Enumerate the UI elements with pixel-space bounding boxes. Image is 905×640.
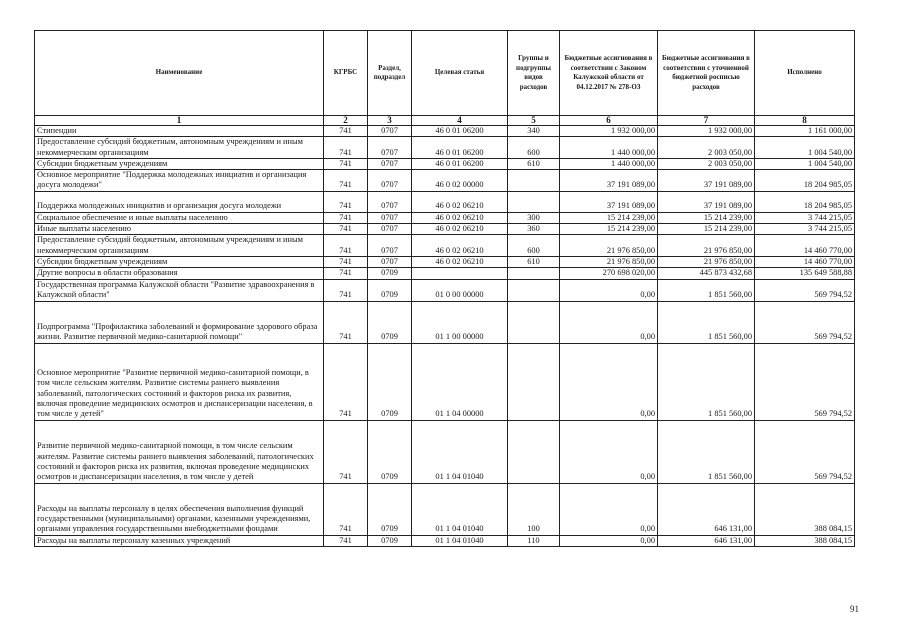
table-row (35, 235, 855, 257)
header-expense-group: Группы и подгруппы видов расходов (508, 31, 560, 116)
column-number: 6 (560, 116, 658, 126)
table-body (35, 126, 855, 547)
header-target-item: Целевая статья (412, 31, 508, 116)
row-executed: 569 794,52 (755, 301, 855, 343)
row-budget-law: 0,00 (560, 343, 658, 420)
header-section: Раздел, подраздел (368, 31, 412, 116)
row-section: 0709 (368, 279, 412, 301)
row-expense-group (508, 279, 560, 301)
table-row (35, 535, 855, 546)
row-name: Социальное обеспечение и иные выплаты населению (35, 212, 324, 223)
row-name: Предоставление субсидий бюджетным, автономным учреждениям и иным некоммерческим организациям (35, 235, 324, 257)
row-name: Предоставление субсидий бюджетным, автономным учреждениям и иным некоммерческим организациям (35, 137, 324, 159)
row-name: Развитие первичной медико-санитарной помощи, в том числе сельским жителям. Развитие системы раннего выявления заболеваний, патологических состояний и факторов риска их развития, включая проведение медицинских осмотров и диспансеризации населения, в том числе у детей (35, 420, 324, 483)
row-section: 0707 (368, 191, 412, 212)
row-budget-law: 0,00 (560, 535, 658, 546)
row-budget-law: 0,00 (560, 301, 658, 343)
row-budget-law: 15 214 239,00 (560, 224, 658, 235)
row-section: 0707 (368, 224, 412, 235)
row-name: Основное мероприятие "Поддержка молодежных инициатив и организация досуга молодежи" (35, 170, 324, 192)
row-target-item: 46 0 02 00000 (412, 170, 508, 192)
row-kgrbs: 741 (324, 279, 368, 301)
row-budget-law: 0,00 (560, 483, 658, 535)
row-section: 0709 (368, 343, 412, 420)
column-number: 7 (658, 116, 755, 126)
row-executed: 1 004 540,00 (755, 158, 855, 169)
row-expense-group: 600 (508, 235, 560, 257)
budget-execution-table (34, 30, 855, 547)
row-executed: 388 084,15 (755, 535, 855, 546)
row-name: Государственная программа Калужской области "Развитие здравоохранения в Калужской области" (35, 279, 324, 301)
row-budget-refined: 1 851 560,00 (658, 420, 755, 483)
row-section: 0709 (368, 420, 412, 483)
row-budget-law: 0,00 (560, 420, 658, 483)
row-budget-refined: 15 214 239,00 (658, 224, 755, 235)
header-kgrbs: КГРБС (324, 31, 368, 116)
row-executed: 135 649 588,88 (755, 268, 855, 279)
column-number-row (35, 116, 855, 126)
row-kgrbs: 741 (324, 224, 368, 235)
header-row (35, 31, 855, 116)
row-executed: 1 161 000,00 (755, 126, 855, 137)
table-row (35, 256, 855, 267)
row-expense-group: 110 (508, 535, 560, 546)
row-kgrbs: 741 (324, 301, 368, 343)
row-name: Подпрограмма "Профилактика заболеваний и формирование здорового образа жизни. Развитие первичной медико-санитарной помощи" (35, 301, 324, 343)
row-budget-refined: 445 873 432,68 (658, 268, 755, 279)
row-kgrbs: 741 (324, 212, 368, 223)
row-target-item: 46 0 01 06200 (412, 137, 508, 159)
row-expense-group: 610 (508, 256, 560, 267)
row-target-item: 01 1 04 00000 (412, 343, 508, 420)
row-executed: 569 794,52 (755, 279, 855, 301)
row-executed: 18 204 985,05 (755, 170, 855, 192)
header-name: Наименование (35, 31, 324, 116)
row-budget-law: 21 976 850,00 (560, 256, 658, 267)
row-name: Расходы на выплаты персоналу в целях обеспечения выполнения функций государственными (муниципальными) органами, казенными учреждениями, органами управления государственными внебюджетными фондами (35, 483, 324, 535)
row-budget-refined: 2 003 050,00 (658, 158, 755, 169)
row-budget-refined: 15 214 239,00 (658, 212, 755, 223)
table-row (35, 170, 855, 192)
row-target-item (412, 268, 508, 279)
row-expense-group (508, 191, 560, 212)
table-row (35, 343, 855, 420)
row-target-item: 46 0 02 06210 (412, 212, 508, 223)
row-section: 0709 (368, 535, 412, 546)
row-section: 0707 (368, 137, 412, 159)
row-budget-law: 270 698 020,00 (560, 268, 658, 279)
row-budget-law: 37 191 089,00 (560, 191, 658, 212)
row-target-item: 01 1 04 01040 (412, 535, 508, 546)
row-budget-law: 21 976 850,00 (560, 235, 658, 257)
row-kgrbs: 741 (324, 191, 368, 212)
row-target-item: 46 0 02 06210 (412, 256, 508, 267)
row-budget-refined: 1 851 560,00 (658, 279, 755, 301)
row-name: Субсидии бюджетным учреждениям (35, 256, 324, 267)
row-section: 0707 (368, 170, 412, 192)
table-row (35, 483, 855, 535)
row-budget-refined: 1 932 000,00 (658, 126, 755, 137)
row-budget-law: 1 440 000,00 (560, 158, 658, 169)
row-kgrbs: 741 (324, 235, 368, 257)
column-number: 5 (508, 116, 560, 126)
row-section: 0707 (368, 235, 412, 257)
row-target-item: 01 1 04 01040 (412, 483, 508, 535)
row-target-item: 46 0 02 06210 (412, 235, 508, 257)
row-executed: 569 794,52 (755, 343, 855, 420)
row-budget-law: 37 191 089,00 (560, 170, 658, 192)
row-name: Субсидии бюджетным учреждениям (35, 158, 324, 169)
row-budget-law: 1 932 000,00 (560, 126, 658, 137)
row-budget-refined: 646 131,00 (658, 535, 755, 546)
column-number: 4 (412, 116, 508, 126)
table-row (35, 212, 855, 223)
row-executed: 14 460 770,00 (755, 235, 855, 257)
row-budget-refined: 21 976 850,00 (658, 256, 755, 267)
header-budget-law: Бюджетные ассигнования в соответствии с Законом Калужской области от 04.12.2017 № 278-ОЗ (560, 31, 658, 116)
table-row (35, 268, 855, 279)
row-budget-refined: 37 191 089,00 (658, 170, 755, 192)
row-expense-group (508, 170, 560, 192)
row-name: Другие вопросы в области образования (35, 268, 324, 279)
row-executed: 14 460 770,00 (755, 256, 855, 267)
table-row (35, 126, 855, 137)
row-expense-group (508, 301, 560, 343)
row-section: 0709 (368, 301, 412, 343)
row-budget-law: 15 214 239,00 (560, 212, 658, 223)
table-row (35, 420, 855, 483)
row-budget-refined: 1 851 560,00 (658, 301, 755, 343)
row-expense-group (508, 268, 560, 279)
column-number: 1 (35, 116, 324, 126)
row-executed: 1 004 540,00 (755, 137, 855, 159)
row-section: 0707 (368, 212, 412, 223)
row-expense-group: 300 (508, 212, 560, 223)
row-target-item: 01 1 00 00000 (412, 301, 508, 343)
row-kgrbs: 741 (324, 137, 368, 159)
row-target-item: 46 0 02 06210 (412, 191, 508, 212)
column-number: 3 (368, 116, 412, 126)
row-kgrbs: 741 (324, 535, 368, 546)
row-section: 0707 (368, 158, 412, 169)
row-target-item: 46 0 01 06200 (412, 126, 508, 137)
row-name: Основное мероприятие "Развитие первичной медико-санитарной помощи, в том числе сельским жителям. Развитие системы раннего выявления заболеваний, патологических состояний и факторов риска их развития, включая проведение медицинских осмотров и диспансеризации населения, в том числе у детей" (35, 343, 324, 420)
row-section: 0707 (368, 126, 412, 137)
row-expense-group (508, 420, 560, 483)
column-number: 8 (755, 116, 855, 126)
page-number: 91 (850, 604, 859, 614)
row-expense-group: 610 (508, 158, 560, 169)
table-row (35, 137, 855, 159)
row-budget-refined: 37 191 089,00 (658, 191, 755, 212)
row-budget-refined: 1 851 560,00 (658, 343, 755, 420)
row-section: 0709 (368, 268, 412, 279)
row-name: Расходы на выплаты персоналу казенных учреждений (35, 535, 324, 546)
header-budget-refined: Бюджетные ассигнования в соответствии с уточненной бюджетной росписью расходов (658, 31, 755, 116)
row-budget-law: 0,00 (560, 279, 658, 301)
column-number: 2 (324, 116, 368, 126)
row-target-item: 46 0 02 06210 (412, 224, 508, 235)
row-expense-group (508, 343, 560, 420)
row-executed: 18 204 985,05 (755, 191, 855, 212)
row-executed: 388 084,15 (755, 483, 855, 535)
row-budget-refined: 2 003 050,00 (658, 137, 755, 159)
row-kgrbs: 741 (324, 483, 368, 535)
row-kgrbs: 741 (324, 126, 368, 137)
row-target-item: 01 1 04 01040 (412, 420, 508, 483)
row-kgrbs: 741 (324, 256, 368, 267)
row-budget-refined: 21 976 850,00 (658, 235, 755, 257)
header-executed: Исполнено (755, 31, 855, 116)
row-executed: 3 744 215,05 (755, 224, 855, 235)
row-expense-group: 600 (508, 137, 560, 159)
row-expense-group: 360 (508, 224, 560, 235)
table-row (35, 279, 855, 301)
row-target-item: 01 0 00 00000 (412, 279, 508, 301)
row-executed: 3 744 215,05 (755, 212, 855, 223)
row-kgrbs: 741 (324, 170, 368, 192)
row-kgrbs: 741 (324, 158, 368, 169)
row-section: 0707 (368, 256, 412, 267)
table-row (35, 191, 855, 212)
row-expense-group: 100 (508, 483, 560, 535)
table-row (35, 158, 855, 169)
table-row (35, 301, 855, 343)
row-kgrbs: 741 (324, 343, 368, 420)
row-name: Иные выплаты населению (35, 224, 324, 235)
row-kgrbs: 741 (324, 420, 368, 483)
row-section: 0709 (368, 483, 412, 535)
row-target-item: 46 0 01 06200 (412, 158, 508, 169)
table-row (35, 224, 855, 235)
row-budget-refined: 646 131,00 (658, 483, 755, 535)
row-kgrbs: 741 (324, 268, 368, 279)
table-header (35, 31, 855, 126)
row-executed: 569 794,52 (755, 420, 855, 483)
row-name: Поддержка молодежных инициатив и организация досуга молодежи (35, 191, 324, 212)
row-expense-group: 340 (508, 126, 560, 137)
row-budget-law: 1 440 000,00 (560, 137, 658, 159)
row-name: Стипендии (35, 126, 324, 137)
